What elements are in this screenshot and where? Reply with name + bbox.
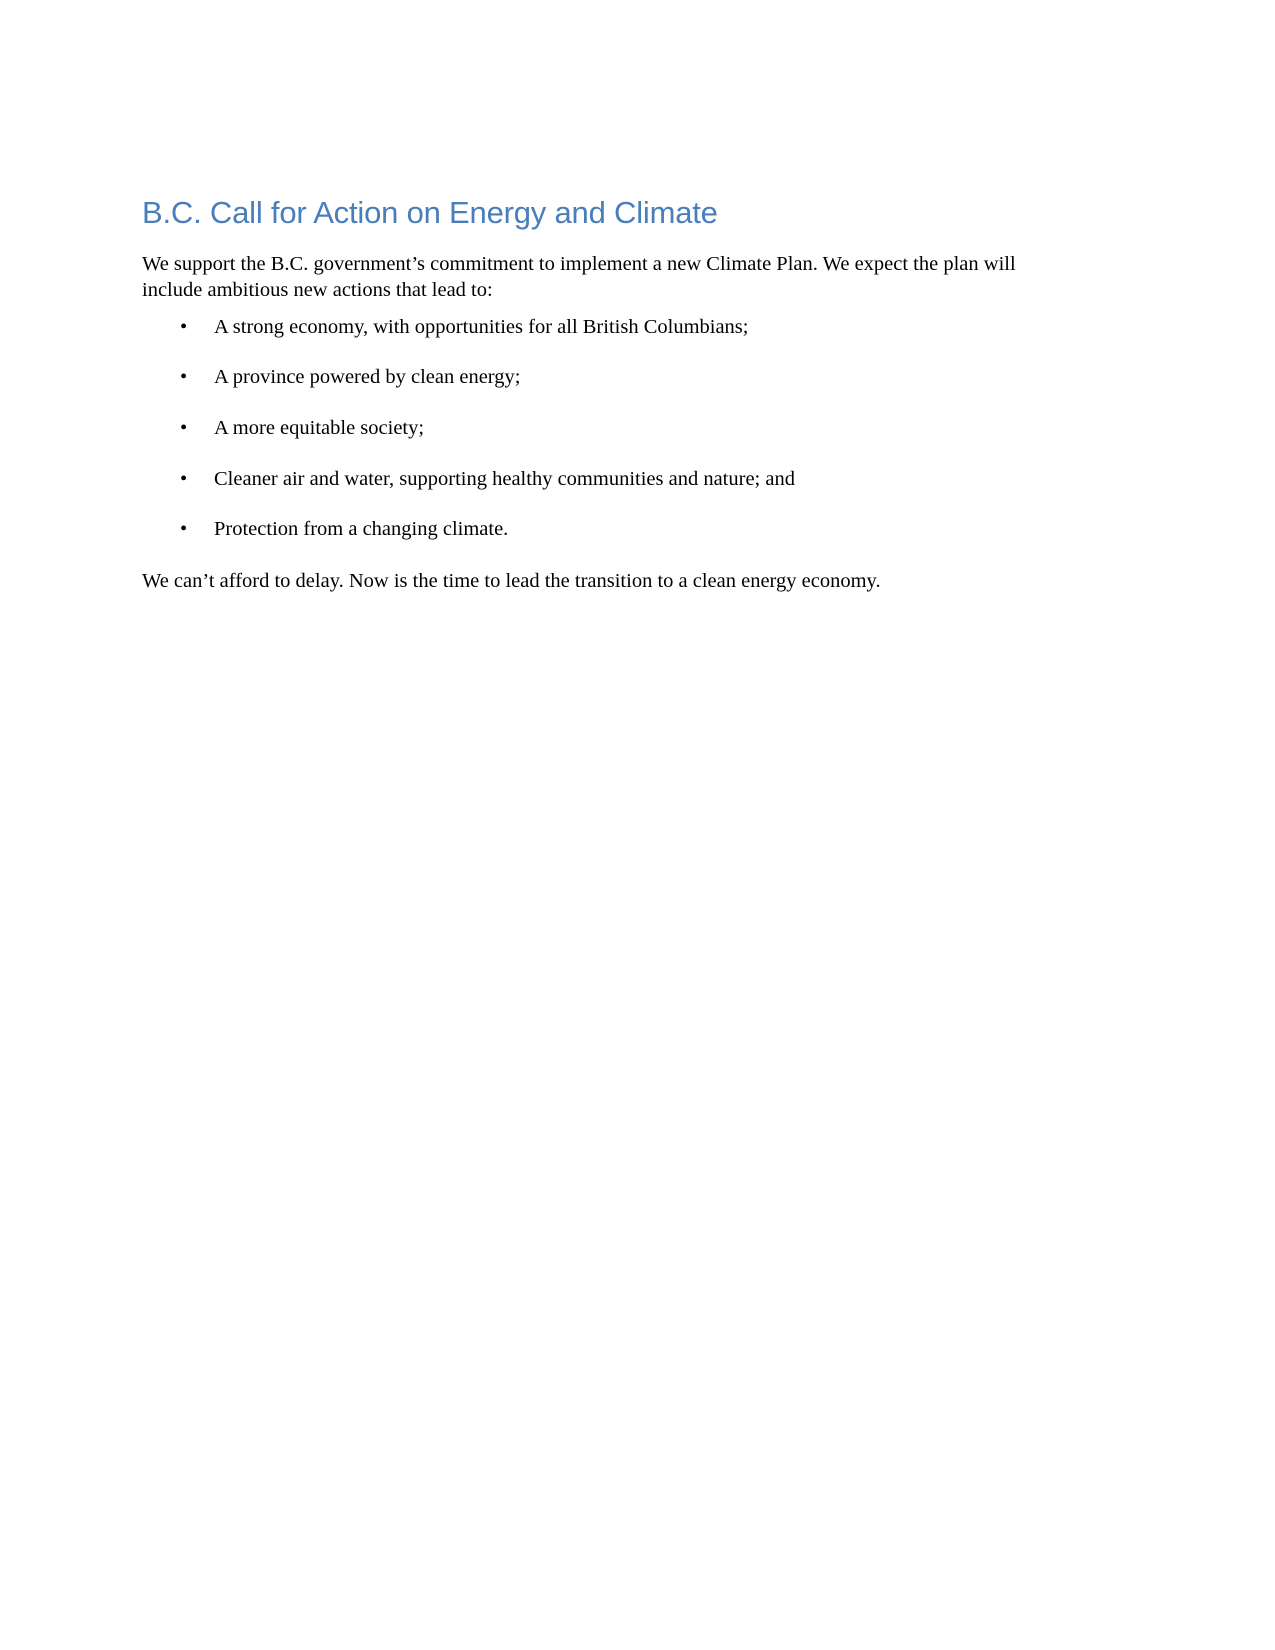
- document-content: [142, 196, 1042, 594]
- list-item-label: A province powered by clean energy;: [214, 366, 521, 389]
- bullet-icon: •: [180, 518, 188, 541]
- bullet-icon: •: [180, 416, 188, 439]
- commitments-list: [142, 315, 1042, 542]
- list-item-label: Cleaner air and water, supporting healthy communities and nature; and: [214, 467, 795, 490]
- list-item: [142, 365, 1042, 390]
- list-item-label: Protection from a changing climate.: [214, 518, 509, 541]
- bullet-icon: •: [180, 366, 188, 389]
- list-item-label: A more equitable society;: [214, 416, 425, 439]
- list-item: [142, 315, 1042, 340]
- list-item: [142, 467, 1042, 492]
- bullet-icon: •: [180, 467, 188, 490]
- list-item: [142, 416, 1042, 441]
- page-title: B.C. Call for Action on Energy and Climate: [142, 195, 718, 230]
- closing-paragraph: We can’t afford to delay. Now is the time to lead the transition to a clean energy economy.: [142, 569, 881, 592]
- list-item: [142, 517, 1042, 542]
- bullet-icon: •: [180, 315, 188, 338]
- list-item-label: A strong economy, with opportunities for all British Columbians;: [214, 315, 749, 338]
- intro-paragraph: We support the B.C. government’s commitment to implement a new Climate Plan. We expect the plan will include ambitious new actions that lead to:: [142, 252, 1016, 301]
